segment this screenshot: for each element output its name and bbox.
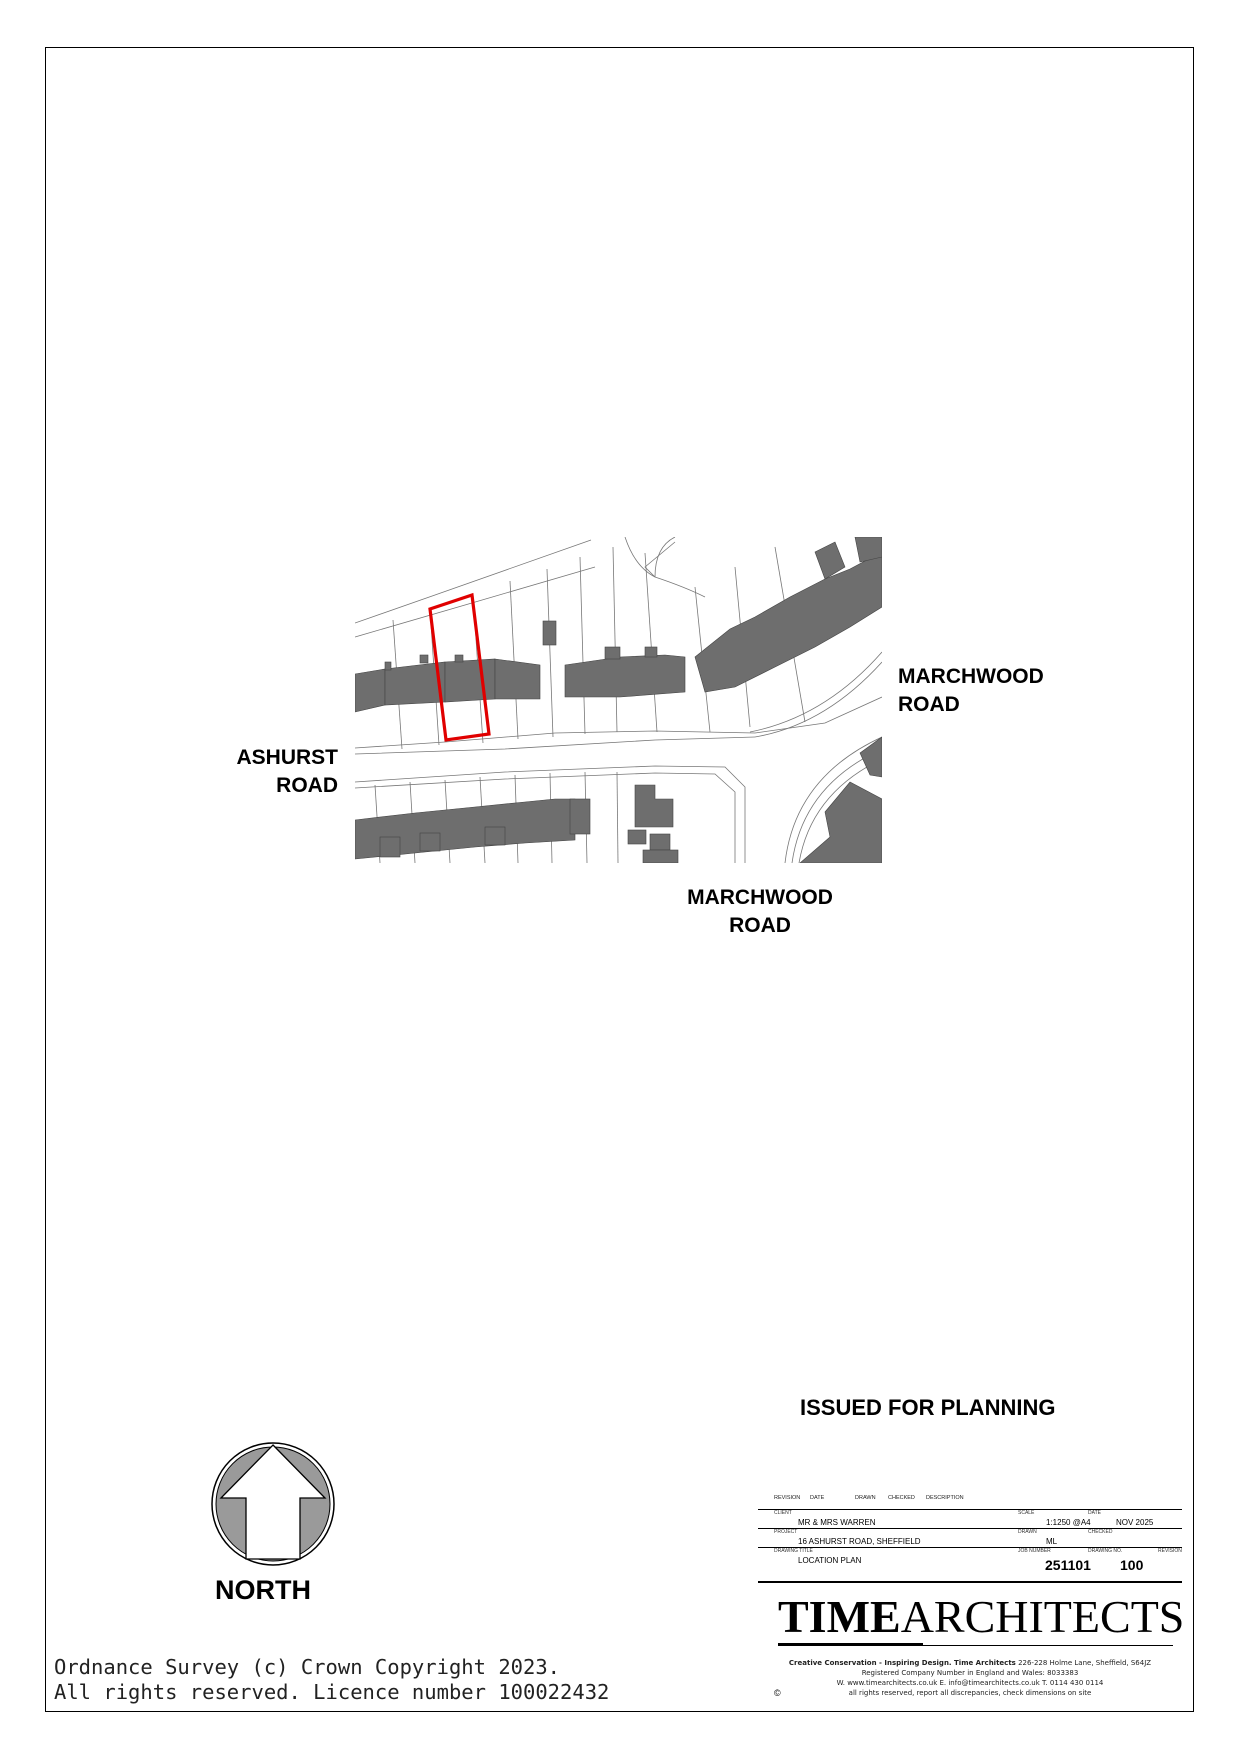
practice-details [758, 1658, 1182, 1698]
label-line: ROAD [898, 693, 960, 716]
logo-architects: ARCHITECTS [900, 1591, 1185, 1642]
date-label: DATE [1088, 1510, 1101, 1516]
footer-strap: Creative Conservation - Inspiring Design. Time Architects [788, 1659, 1016, 1667]
revision-header: REVISION [774, 1495, 801, 1501]
rule [758, 1528, 1182, 1529]
title-block [758, 1495, 1185, 1705]
footer-line4: all rights reserved, report all discrepancies, check dimensions on site [848, 1689, 1092, 1697]
marchwood-road-label-east [898, 663, 1044, 719]
buildings [355, 537, 882, 863]
ashurst-road-label [226, 744, 338, 800]
label-line: MARCHWOOD [687, 886, 833, 909]
description-header: DESCRIPTION [926, 1495, 964, 1501]
job-number: 251101 [1045, 1557, 1091, 1573]
os-copyright-line2: All rights reserved. Licence number 100022432 [54, 1680, 610, 1704]
footer-line3: W. www.timearchitects.co.uk E. info@timearchitects.co.uk T. 0114 430 0114 [836, 1679, 1104, 1687]
issued-for-planning: ISSUED FOR PLANNING [800, 1395, 1056, 1420]
label-line: ROAD [729, 914, 791, 937]
checked-label: CHECKED [1088, 1529, 1113, 1535]
label-line: ROAD [276, 774, 338, 797]
logo-rule [778, 1645, 1173, 1646]
revision-label: REVISION [1158, 1548, 1182, 1554]
copyright-symbol: © [774, 1688, 781, 1698]
north-arrow-icon [210, 1441, 336, 1567]
location-map [355, 537, 882, 863]
os-copyright-line1: Ordnance Survey (c) Crown Copyright 2023. [54, 1655, 561, 1679]
drawing-number: 100 [1120, 1557, 1144, 1573]
job-label: JOB NUMBER [1018, 1548, 1051, 1554]
rule [758, 1509, 1182, 1510]
scale-label: SCALE [1018, 1510, 1035, 1516]
drawing-no-label: DRAWING NO. [1088, 1548, 1123, 1554]
client-label: CLIENT [774, 1510, 792, 1516]
drawn-header: DRAWN [855, 1495, 876, 1501]
scale-value: 1:1250 @A4 [1046, 1518, 1091, 1527]
title-label: DRAWING TITLE [774, 1548, 813, 1554]
project-label: PROJECT [774, 1529, 798, 1535]
footer-line1 [758, 1658, 1182, 1668]
footer-line2: Registered Company Number in England and Wales: 8033383 [861, 1669, 1079, 1677]
rule-thick [758, 1581, 1182, 1583]
marchwood-road-label-south [680, 884, 840, 940]
drawn-value: ML [1046, 1537, 1058, 1546]
title-value: LOCATION PLAN [798, 1556, 862, 1565]
label-line: ASHURST [236, 746, 338, 769]
time-architects-logo [778, 1590, 1184, 1643]
date-header: DATE [810, 1495, 825, 1501]
north-label: NORTH [215, 1575, 311, 1605]
label-line: MARCHWOOD [898, 665, 1044, 688]
logo-time: TIME [778, 1591, 901, 1642]
project-value: 16 ASHURST ROAD, SHEFFIELD [798, 1537, 921, 1546]
drawn-label: DRAWN [1018, 1529, 1037, 1535]
client-value: MR & MRS WARREN [798, 1518, 876, 1527]
checked-header: CHECKED [888, 1495, 915, 1501]
os-copyright [54, 1655, 609, 1705]
footer-address: 226-228 Holme Lane, Sheffield, S64JZ [1015, 1659, 1152, 1667]
map-svg [355, 537, 882, 863]
date-value: NOV 2025 [1116, 1518, 1154, 1527]
